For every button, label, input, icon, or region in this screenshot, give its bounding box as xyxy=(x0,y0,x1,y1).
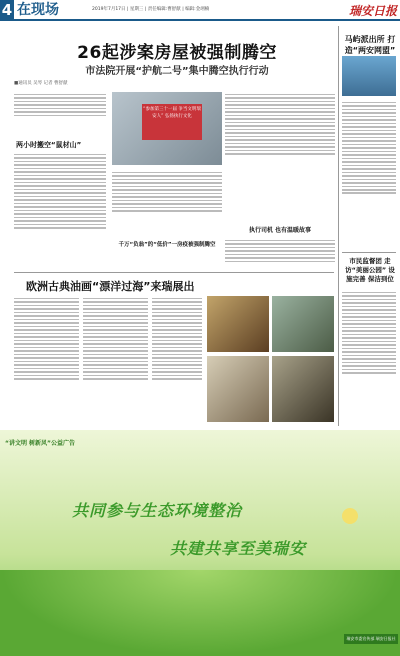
main-subheadline: 市法院开展“护航二号”集中腾空执行行动 xyxy=(85,66,269,77)
subheading: 千万“负翁”的“低价”一房疫被强制腾空 xyxy=(118,242,216,248)
article-body-column xyxy=(83,296,148,426)
gallery-photo xyxy=(207,356,269,422)
sidebar-headline: 马屿派出所 打造“两安网盟” xyxy=(344,35,396,55)
sidebar-body xyxy=(342,100,396,250)
main-byline: ■通讯员 吴琴 记者 曹舒献 xyxy=(14,81,68,86)
section-divider xyxy=(14,272,334,273)
subheading: 执行司机 也有温暖故事 xyxy=(248,227,312,234)
article-body-column xyxy=(112,170,222,238)
article-body-column xyxy=(14,296,79,426)
ad-credit: 瑞安市委宣传部 瑞安日报社 xyxy=(344,634,398,644)
sidebar-headline-2: 市民监督团 走访“美丽公园” 设施完善 保洁到位 xyxy=(345,257,395,283)
header-rule xyxy=(0,19,400,21)
gallery-photo xyxy=(272,296,334,352)
sidebar-photo xyxy=(342,56,396,96)
ad-slogan-2: 共建共享至美瑞安 xyxy=(170,539,307,558)
article-body-column xyxy=(14,92,106,136)
second-headline: 欧洲古典油画“漂洋过海”来瑞展出 xyxy=(26,280,195,293)
gallery-photo xyxy=(272,356,334,422)
newspaper-logo: 瑞安日报 xyxy=(348,4,397,18)
issue-meta: 2019年7月17日 | 星期三 | 责任编辑:曹舒献 | 编辑:金翊楠 xyxy=(92,7,210,12)
page-header xyxy=(0,0,400,20)
page-number: 4 xyxy=(1,1,13,19)
sidebar-body xyxy=(342,290,396,425)
sun-icon xyxy=(342,508,358,524)
subheading: 两小时搬空“鼠材山” xyxy=(16,141,82,149)
column-divider xyxy=(338,26,339,426)
public-service-ad xyxy=(0,430,400,656)
photo-banner: “参加第三十一届 争当文明瑞安人” 弘扬执行文化 xyxy=(142,104,202,140)
main-photo xyxy=(112,92,222,165)
ad-tag: “讲文明 树新风”公益广告 xyxy=(5,440,75,447)
section-title: 在现场 xyxy=(17,2,59,18)
ad-lawn xyxy=(0,570,400,656)
article-body-column xyxy=(152,296,202,426)
article-body-column xyxy=(225,92,335,222)
ad-slogan-1: 共同参与生态环境整治 xyxy=(72,501,243,520)
article-body-column xyxy=(14,152,106,272)
main-headline: 26起涉案房屋被强制腾空 xyxy=(77,43,277,63)
sidebar-divider xyxy=(342,252,396,253)
gallery-photo xyxy=(207,296,269,352)
